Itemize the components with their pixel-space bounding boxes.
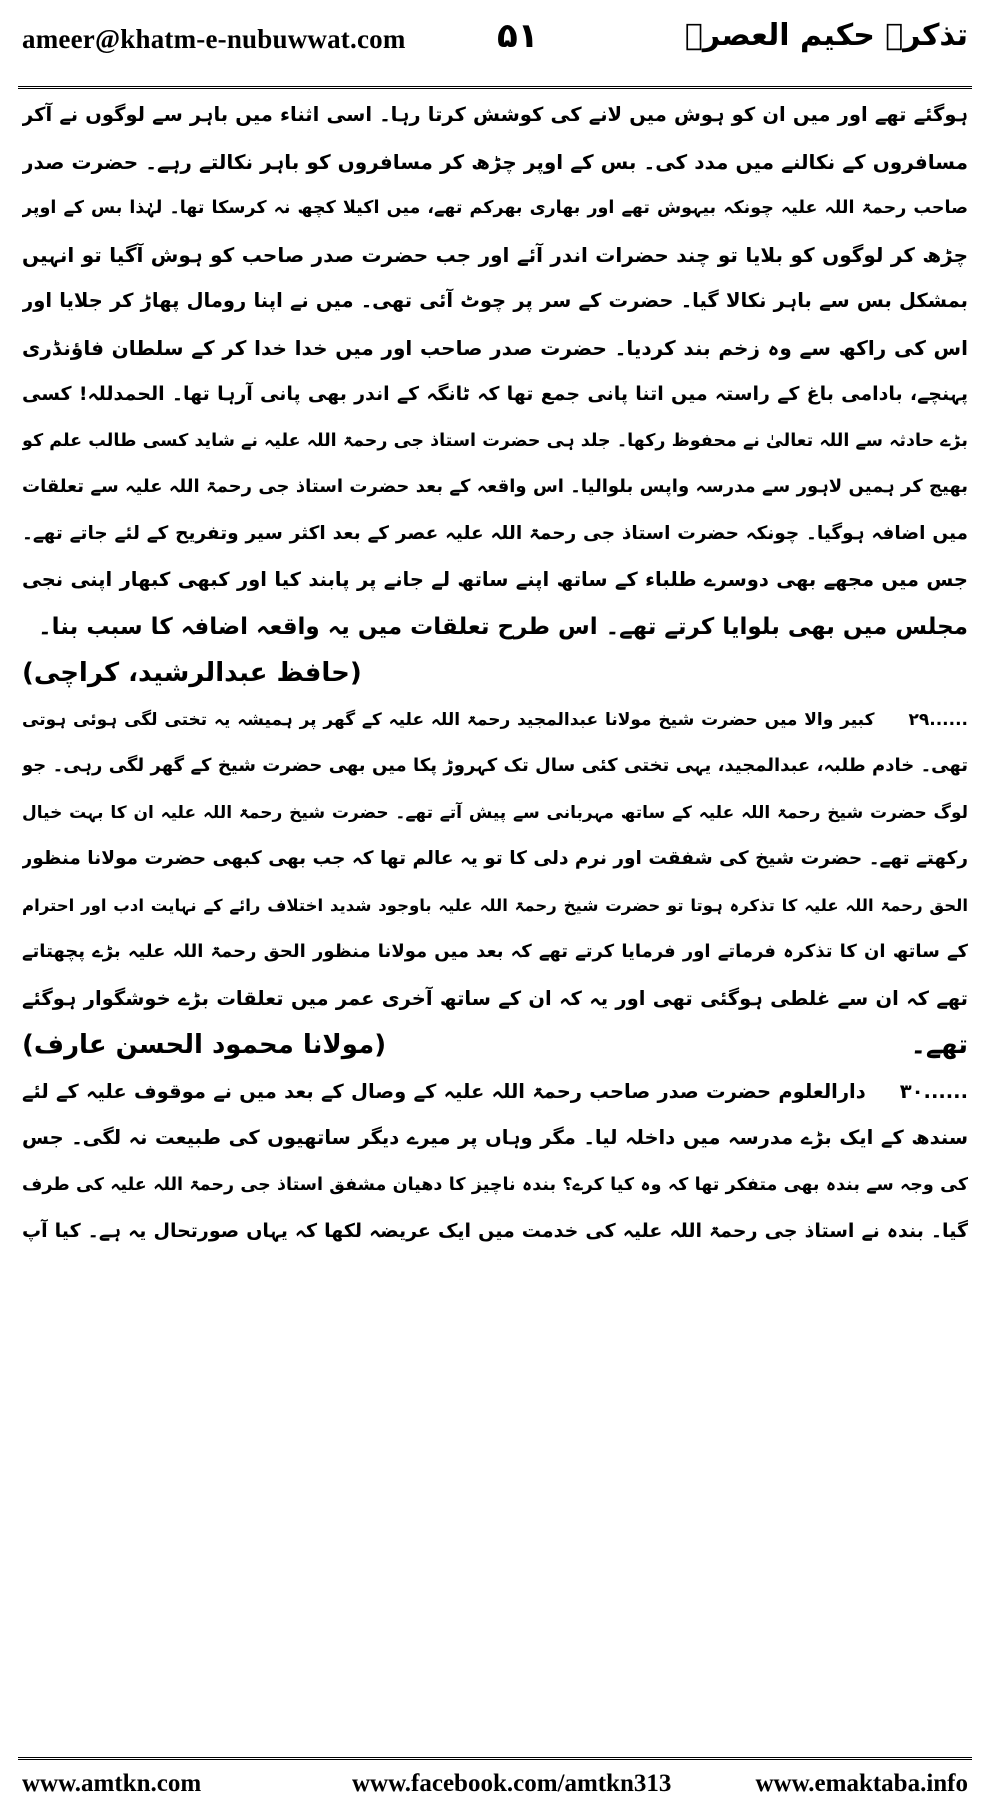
section-29-line: لوگ حضرت شیخ رحمۃ اللہ علیہ کے ساتھ مہربانی سے پیش آتے تھے۔ حضرت شیخ رحمۃ اللہ علیہ ان کا بہت خیال [22,802,968,823]
footer-link-facebook[interactable]: www.facebook.com/amtkn313 [352,1770,672,1797]
section-29-text: کبیر والا میں حضرت شیخ مولانا عبدالمجید رحمۃ اللہ علیہ کے گھر پر ہمیشہ یہ تختی لگی ہوئی ہوتی [22,709,875,730]
page-body [22,92,968,1742]
body-line: بڑے حادثہ سے اللہ تعالیٰ نے محفوظ رکھا۔ جلد ہی حضرت استاذ جی رحمۃ اللہ علیہ نے شاید کسی طالب علم کو [22,430,968,451]
body-line: مجلس میں بھی بلوایا کرتے تھے۔ اس طرح تعلقات میں یہ واقعہ اضافہ کا سبب بنا۔ [38,613,968,640]
page-footer [22,1770,968,1804]
section-30-number: ۳۰...... [899,1079,968,1103]
section-29-line: رکھتے تھے۔ حضرت شیخ کی شفقت اور نرم دلی کا تو یہ عالم تھا کہ جب بھی کبھی حضرت مولانا منظور [22,848,968,869]
section-29-closing: تھے۔ [910,1030,968,1060]
body-line: مسافروں کے نکالنے میں مدد کی۔ بس کے اوپر چڑھ کر مسافروں کو باہر نکالتے رہے۔ حضرت صدر [22,149,968,174]
body-line: میں اضافہ ہوگیا۔ چونکہ حضرت استاذ جی رحمۃ اللہ علیہ عصر کے بعد اکثر سیر وتفریح کے لئے جاتے تھے۔ [22,522,968,544]
attribution-line [22,650,968,697]
body-line: بھیج کر ہمیں لاہور سے مدرسہ واپس بلوالیا۔ اس واقعہ کے بعد حضرت استاذ جی رحمۃ اللہ علیہ سے تعلقات [22,476,968,497]
book-title: تذکرہ حکیم العصرؒ [684,18,968,53]
section-30-line: گیا۔ بندہ نے استاذ جی رحمۃ اللہ علیہ کی خدمت میں ایک عریضہ لکھا کہ یہاں صورتحال یہ ہے۔ کیا آپ [22,1220,968,1242]
footer-link-emaktaba[interactable]: www.emaktaba.info [755,1770,968,1797]
section-30-line: کی وجہ سے بندہ بھی متفکر تھا کہ وہ کیا کرے؟ بندہ ناچیز کا دھیان مشفق استاذ جی رحمۃ اللہ علیہ کی طرف [22,1174,968,1195]
body-line: جس میں مجھے بھی دوسرے طلباء کے ساتھ اپنے ساتھ لے جانے پر پابند کیا اور کبھی کبھار اپنی نجی [22,568,968,591]
header-rule [18,86,972,89]
header-email: ameer@khatm-e-nubuwwat.com [22,24,406,54]
section-29-number: ۲۹...... [908,709,968,730]
section-30-text: دارالعلوم حضرت صدر صاحب رحمۃ اللہ علیہ کے وصال کے بعد میں نے موقوف علیہ کے لئے [22,1079,866,1103]
section-29-closing-line [22,1022,968,1069]
footer-rule [18,1757,972,1760]
body-line: چڑھ کر لوگوں کو بلایا تو چند حضرات اندر آئے اور جب حضرت صدر صاحب کو ہوش آگیا تو انہیں [22,242,968,267]
section-30-line-1 [22,1069,968,1116]
section-29-line: کے ساتھ ان کا تذکرہ فرماتے اور فرمایا کرتے تھے کہ بعد میں مولانا منظور الحق رحمۃ اللہ علیہ بڑے پچھتاتے [22,941,968,962]
footer-link-amtkn[interactable]: www.amtkn.com [22,1770,202,1797]
body-line: پہنچے، بادامی باغ کے راستہ میں اتنا پانی جمع تھا کہ ٹانگہ کے اندر بھی پانی آرہا تھا۔ الحمدللہ! کسی [22,383,968,405]
attribution-hafiz-abdulrasheed: (حافظ عبدالرشید، کراچی) [22,658,362,688]
page-header [22,14,968,78]
section-29-line-1 [22,697,968,744]
attribution-mahmood-ul-hasan: (مولانا محمود الحسن عارف) [22,1030,387,1060]
section-29-line: تھی۔ خادم طلبہ، عبدالمجید، یہی تختی کئی سال تک کہروڑ پکا میں بھی حضرت شیخ کے گھر لگی رہی۔ جو [22,755,968,776]
section-29-line: تھے کہ ان سے غلطی ہوگئی تھی اور یہ کہ ان کے ساتھ آخری عمر میں تعلقات بڑے خوشگوار ہوگئے [22,986,968,1010]
section-29-line: الحق رحمۃ اللہ علیہ کا تذکرہ ہوتا تو حضرت شیخ رحمۃ اللہ علیہ باوجود شدید اختلاف رائے کے نہایت ادب اور احترام [22,895,968,915]
body-line: ہوگئے تھے اور میں ان کو ہوش میں لانے کی کوشش کرتا رہا۔ اسی اثناء میں باہر سے لوگوں نے آکر [22,103,968,126]
body-line: صاحب رحمۃ اللہ علیہ چونکہ بیہوش تھے اور بھاری بھرکم تھے، میں اکیلا کچھ نہ کرسکا تھا۔ لہٰذا بس کے اوپر [22,198,968,218]
section-30-line: سندھ کے ایک بڑے مدرسہ میں داخلہ لیا۔ مگر وہاں پر میرے دیگر ساتھیوں کی طبیعت نہ لگی۔ جس [22,1126,968,1149]
body-line: بمشکل بس سے باہر نکالا گیا۔ حضرت کے سر پر چوٹ آئی تھی۔ میں نے اپنا رومال پھاڑ کر جلایا اور [22,289,968,312]
page-number: ۵۱ [497,16,539,56]
body-line: اس کی راکھ سے وہ زخم بند کردیا۔ حضرت صدر صاحب اور میں خدا خدا کر کے سلطان فاؤنڈری [22,335,968,360]
